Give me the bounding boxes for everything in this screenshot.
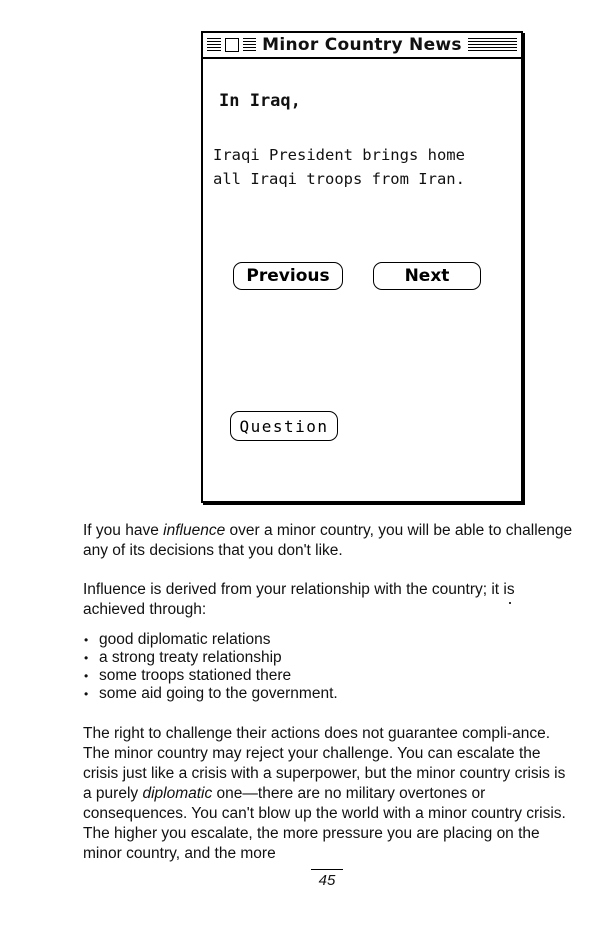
list-item: • a strong treaty relationship xyxy=(83,649,338,667)
title-bar[interactable] xyxy=(203,33,521,59)
title-wrap xyxy=(203,33,521,57)
p1-italic: influence xyxy=(163,522,226,539)
previous-button[interactable]: Previous xyxy=(233,262,343,290)
paragraph-derived: Influence is derived from your relationship with the country; it is achieved through: xyxy=(83,581,515,618)
list-item: • some aid going to the government. xyxy=(83,685,338,703)
news-text xyxy=(213,143,503,191)
news-heading: In Iraq, xyxy=(219,91,301,111)
news-line-2: all Iraqi troops from Iran. xyxy=(213,170,465,188)
p1-before: If you have xyxy=(83,522,164,539)
list-item: • good diplomatic relations xyxy=(83,631,338,649)
page-number-rule xyxy=(311,869,343,870)
paragraph-influence xyxy=(83,521,573,561)
p1-after: over a minor country, you will be able to challenge any of its decisions that you don't like. xyxy=(83,522,573,559)
p3-italic: diplomatic xyxy=(142,785,213,802)
news-line-1: Iraqi President brings home xyxy=(213,146,465,164)
paragraph-challenge xyxy=(83,724,573,864)
page-number: 45 xyxy=(318,872,336,889)
stray-dot xyxy=(509,602,511,604)
next-button[interactable]: Next xyxy=(373,262,481,290)
list-item: • some troops stationed there xyxy=(83,667,338,685)
p3-before: The right to challenge their actions does not guarantee compli-ance. The minor country may reject your challenge. You can escalate the crisis just like a crisis with a superpower, but the minor country crisis is a purely xyxy=(83,725,566,802)
minor-country-news-window xyxy=(201,31,523,503)
p3-after: one—there are no military overtones or consequences. You can't blow up the world with a minor country crisis. The higher you escalate, the more pressure you are placing on the minor country, and the more xyxy=(83,785,566,862)
question-button[interactable]: Question xyxy=(230,411,338,441)
window-title: Minor Country News xyxy=(256,34,468,56)
bullet-list xyxy=(83,631,338,703)
